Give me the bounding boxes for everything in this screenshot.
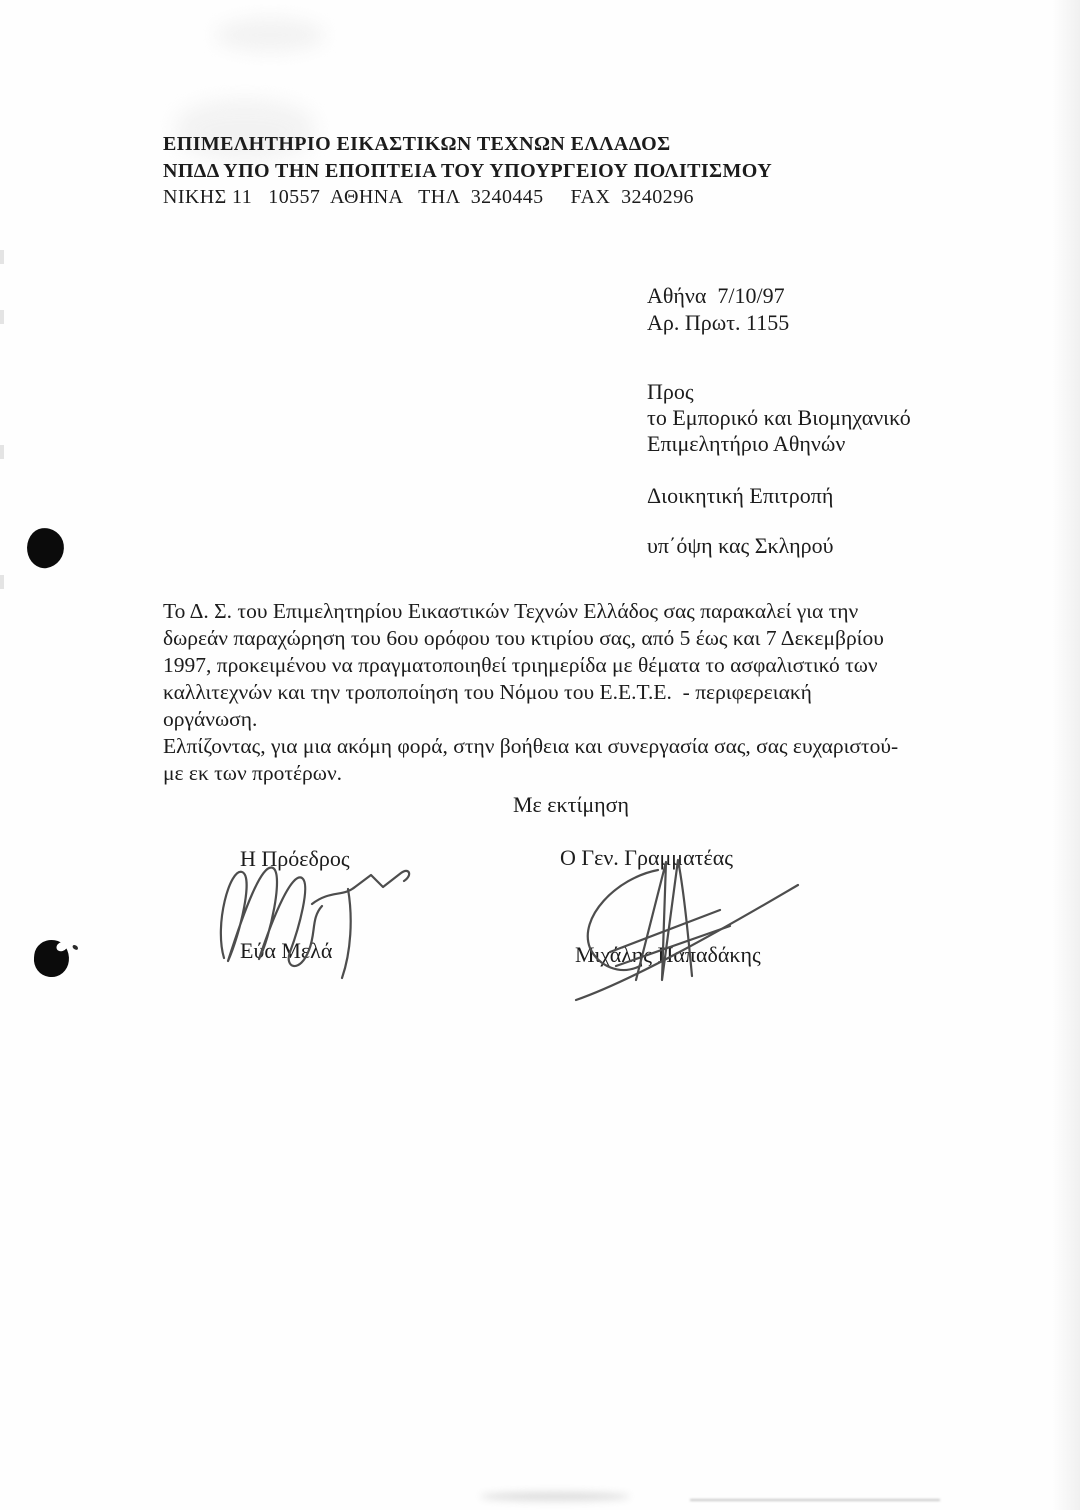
president-title: Η Πρόεδρος [240,846,350,871]
body-line: με εκ των προτέρων. [163,761,343,785]
punch-hole-mark-bottom [32,938,71,978]
recipient-attention: υπ΄όψη κας Σκληρού [647,533,834,558]
secretary-name: Μιχάλης Παπαδάκης [575,942,761,967]
body-line: 1997, προκειμένου να πραγματοποιηθεί τριημερίδα με θέματα το ασφαλιστικό των [163,653,878,677]
recipient-org-line2: Επιμελητήριο Αθηνών [647,431,846,456]
letterhead-supervision-line: ΝΠΔΔ ΥΠΟ ΤΗΝ ΕΠΟΠΤΕΙΑ ΤΟΥ ΥΠΟΥΡΓΕΙΟΥ ΠΟΛΙΤΙΣΜΟΥ [163,159,773,182]
recipient-block [647,379,911,559]
body-line: δωρεάν παραχώρηση του 6ου ορόφου του κτιρίου σας, από 5 έως και 7 Δεκεμβρίου [163,626,884,650]
letterhead-org-name: ΕΠΙΜΕΛΗΤΗΡΙΟ ΕΙΚΑΣΤΙΚΩΝ ΤΕΧΝΩΝ ΕΛΛΑΔΟΣ [163,133,671,155]
recipient-org-line1: το Εμπορικό και Βιομηχανικό [647,405,911,430]
punch-hole-notch [55,941,68,952]
body-line: καλλιτεχνών και την τροποποίηση του Νόμου του Ε.Ε.Τ.Ε. - περιφερειακή [163,680,812,704]
punch-hole-speck [72,944,79,951]
secretary-title: Ο Γεν. Γραμματέας [560,845,733,870]
letter-body [163,598,898,787]
scan-edge-mark [0,575,4,589]
body-line: Ελπίζοντας, για μια ακόμη φορά, στην βοήθεια και συνεργασία σας, σας ευχαριστού- [163,734,899,758]
city-and-date: Αθήνα 7/10/97 [647,283,785,308]
body-line: οργάνωση. [163,707,258,731]
scan-edge-mark [0,250,4,264]
letterhead [163,131,772,211]
body-line: Το Δ. Σ. του Επιμελητηρίου Εικαστικών Τεχνών Ελλάδος σας παρακαλεί για την [163,599,859,623]
closing-salutation: Με εκτίμηση [513,792,630,817]
scan-smudge [690,1499,940,1501]
protocol-number: Αρ. Πρωτ. 1155 [647,310,790,335]
scan-smudge [215,18,325,52]
scan-smudge [480,1492,630,1501]
scan-edge-shading [1052,0,1080,1510]
recipient-committee: Διοικητική Επιτροπή [647,483,834,508]
recipient-to-label: Προς [647,379,694,404]
letterhead-address-line: ΝΙΚΗΣ 11 10557 ΑΘΗΝΑ ΤΗΛ 3240445 FAX 3240296 [163,186,694,208]
scan-edge-mark [0,445,4,459]
president-signature-image [212,856,442,986]
punch-hole-mark-top [24,526,66,571]
date-protocol-block [647,282,789,336]
secretary-signature-image [558,852,808,1004]
president-name: Εύα Μελά [240,938,333,963]
scan-edge-mark [0,310,4,324]
